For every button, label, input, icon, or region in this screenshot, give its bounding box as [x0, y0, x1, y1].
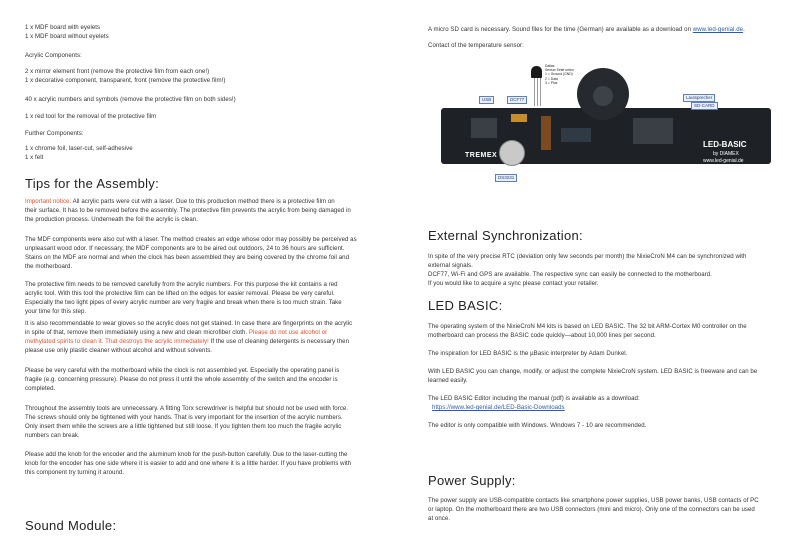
tips-paragraph-4-line: please use only plastic cleaner without alcohol and without solvents.	[25, 347, 213, 354]
tips-paragraph-3-line: acrylic tool. With this tool the protective film can be lifted on the edges for easier removal. Please be very careful.	[25, 290, 335, 297]
further-line: 1 x chrome foil, laser-cut, self-adhesive	[25, 145, 133, 152]
ds3231-tag: DS3231	[495, 174, 517, 182]
tips-title: Tips for the Assembly:	[25, 176, 159, 191]
website-link[interactable]: www.led-genial.de	[692, 26, 744, 33]
temperature-sensor	[531, 66, 542, 78]
tips-paragraph-6-line: The screws should only be tightened with your hands. That is very important for the insertion of the acrylic numbers.	[25, 414, 343, 421]
tips-paragraph-1-line: Important notice: All acrylic parts were cut with a laser. Due to this production method there is a protective film on	[25, 198, 335, 205]
tips-paragraph-4-line: methylated spirits to clean it. That destroys the acrylic immediately! If the use of cleaning detergents is necessary then	[25, 338, 350, 345]
acrylic-heading: Acrylic Components:	[25, 52, 82, 59]
led-basic-line: motherboard can process the BASIC code quickly—about 10,000 lines per second.	[428, 332, 656, 339]
external-sync-title: External Synchronization:	[428, 228, 583, 243]
kit-line: 1 x MDF board with eyelets	[25, 24, 101, 31]
power-supply-line: at once.	[428, 515, 451, 522]
temperature-sensor-caption: Contact of the temperature sensor:	[428, 42, 524, 49]
tips-paragraph-2-line: unpleasant wood odor. If necessary, the MDF components are to be aired out outdoors, 24 to 36 hours are sufficient.	[25, 245, 345, 252]
tips-paragraph-4-line: It is also recommendable to wear gloves so the acrylic does not get stained. In case there are fingerprints on the acrylic	[25, 320, 353, 327]
external-sync-line: DCF77, Wi-Fi and GPS are available. The respective sync can easily be connected to the motherboard.	[428, 271, 712, 278]
tips-paragraph-7-line: knob for the encoder has one side where it is easier to add and one where it is a little harder. If you have problems with	[25, 460, 352, 467]
led-basic-line: The editor is only compatible with Windows. Windows 7 - 10 are recommended.	[428, 422, 647, 429]
speaker-tag: Lautsprecher	[683, 94, 715, 102]
tips-paragraph-1-line: the production process. Underneath the foil the acrylic is clean.	[25, 216, 198, 223]
sd-card-tag: SD-CARD	[691, 102, 718, 110]
tips-paragraph-5-line: fragile (e.g. concerning pressure). Please do not press it until the whole assembly of the switch and the encoder is	[25, 376, 338, 383]
acrylic-line: 1 x decorative component, transparent, front (remove the protective film!)	[25, 77, 226, 84]
brand-url: www.led-genial.de	[703, 158, 744, 164]
external-sync-line: In spite of the very precise RTC (deviation only few seconds per month) the NixieCroN M4 can be synchronized with	[428, 253, 747, 260]
warning-text: methylated spirits to clean it. That destroys the acrylic immediately!	[25, 338, 209, 345]
acrylic-line: 2 x mirror element front (remove the protective film from each one!)	[25, 68, 210, 75]
tips-paragraph-5-line: completed.	[25, 385, 56, 392]
tips-paragraph-3-line: your time for this step.	[25, 308, 87, 315]
tips-paragraph-2-line: Stains on the MDF are normal and when the clock has been assembled they are being covered by the chrome foil and	[25, 254, 350, 261]
tips-paragraph-6-line: Only insert them while the screws are a little tightened but still loose. If you tighten them too much the fragile acrylic	[25, 423, 342, 430]
further-heading: Further Components:	[25, 130, 84, 137]
led-basic-line: The inspiration for LED BASIC is the µBasic interpreter by Adam Dunkel.	[428, 350, 628, 357]
power-supply-line: The power supply are USB-compatible contacts like smartphone power supplies, USB power banks, USB contacts of PC	[428, 497, 759, 504]
led-basic-download-link[interactable]: https://www.led-genial.de/LED-Basic-Downloads	[432, 404, 565, 411]
red-tool-line: 1 x red tool for the removal of the protective film	[25, 113, 157, 120]
sensor-label: Dallas Sensor Seite unten 1 = Ground (GND) 2 = Data 3 = Plus	[545, 64, 574, 85]
tips-paragraph-2-line: The MDF components were also cut with a laser. The method creates an edge whose odor may possibly be perceived as	[25, 236, 357, 243]
further-line: 1 x felt	[25, 154, 44, 161]
sd-card-line: A micro SD card is necessary. Sound files for the time (German) are available as a download on www.led-genial.de.	[428, 26, 745, 33]
speaker-icon	[593, 86, 613, 106]
important-notice-label: Important notice:	[25, 198, 72, 205]
led-basic-line: With LED BASIC you can change, modify, or adjust the complete NixieCroN system. LED BASIC is freeware and can be	[428, 368, 758, 375]
tips-paragraph-3-line: The protective film needs to be removed carefully from the acrylic numbers. For this purpose the kit contains a red	[25, 281, 338, 288]
tips-paragraph-4-line: in spite of that, remove them immediately using a new and clean microfiber cloth. Please do not use alcohol or	[25, 329, 328, 336]
power-supply-line: or laptop. On the motherboard there are two USB connectors (mini and micro). Only one of the connectors can be used	[428, 506, 755, 513]
tips-paragraph-7-line: Please add the knob for the encoder and the aluminum knob for the push-button carefully. Due to the laser-cutting the	[25, 451, 348, 458]
led-basic-line: The LED BASIC Editor including the manual (pdf) is available as a download:	[428, 395, 640, 402]
external-sync-line: If you would like to acquire a sync please contact your retailer.	[428, 280, 599, 287]
tips-paragraph-6-line: Throughout the assembly tools are unnecessary. A fitting Torx screwdriver is helpful but should not be used with force.	[25, 405, 349, 412]
led-basic-title: LED BASIC:	[428, 298, 503, 313]
tips-paragraph-7-line: this component try turning it around.	[25, 469, 125, 476]
tips-paragraph-1-line: their surface. It has to be removed before the assembly. The protective film prevents the acrylic from being damaged in	[25, 207, 351, 214]
power-supply-title: Power Supply:	[428, 473, 516, 488]
tips-paragraph-3-line: Especially the two light pipes of every acrylic number are very fragile and break when there is too much strain. Take	[25, 299, 342, 306]
tips-paragraph-6-line: numbers can break.	[25, 432, 80, 439]
warning-text: Please do not use alcohol or	[248, 329, 328, 336]
external-sync-line: external signals.	[428, 262, 473, 269]
battery-icon	[499, 140, 525, 166]
usb-tag: USB	[479, 96, 494, 104]
brand-by: by DIAMEX	[713, 151, 739, 157]
led-basic-line: learned easily.	[428, 377, 468, 384]
brand-title: LED-BASIC	[703, 140, 747, 149]
motherboard-photo	[441, 58, 771, 188]
tips-paragraph-5-line: Please be very careful with the motherboard while the clock is not assembled yet. Especially the operating panel is	[25, 367, 340, 374]
led-basic-line: The operating system of the NixieCroN M4 kits is based on LED BASIC. The 32 bit ARM-Cortex M0 controller on the	[428, 323, 747, 330]
acrylic-numbers-line: 40 x acrylic numbers and symbols (remove the protective film on both sides!)	[25, 96, 236, 103]
dcf77-tag: DCF77	[507, 96, 527, 104]
kit-line: 1 x MDF board without eyelets	[25, 33, 109, 40]
tips-paragraph-2-line: the motherboard.	[25, 263, 73, 270]
tremex-brand: TREMEX	[465, 152, 498, 159]
sound-module-title: Sound Module:	[25, 518, 117, 533]
